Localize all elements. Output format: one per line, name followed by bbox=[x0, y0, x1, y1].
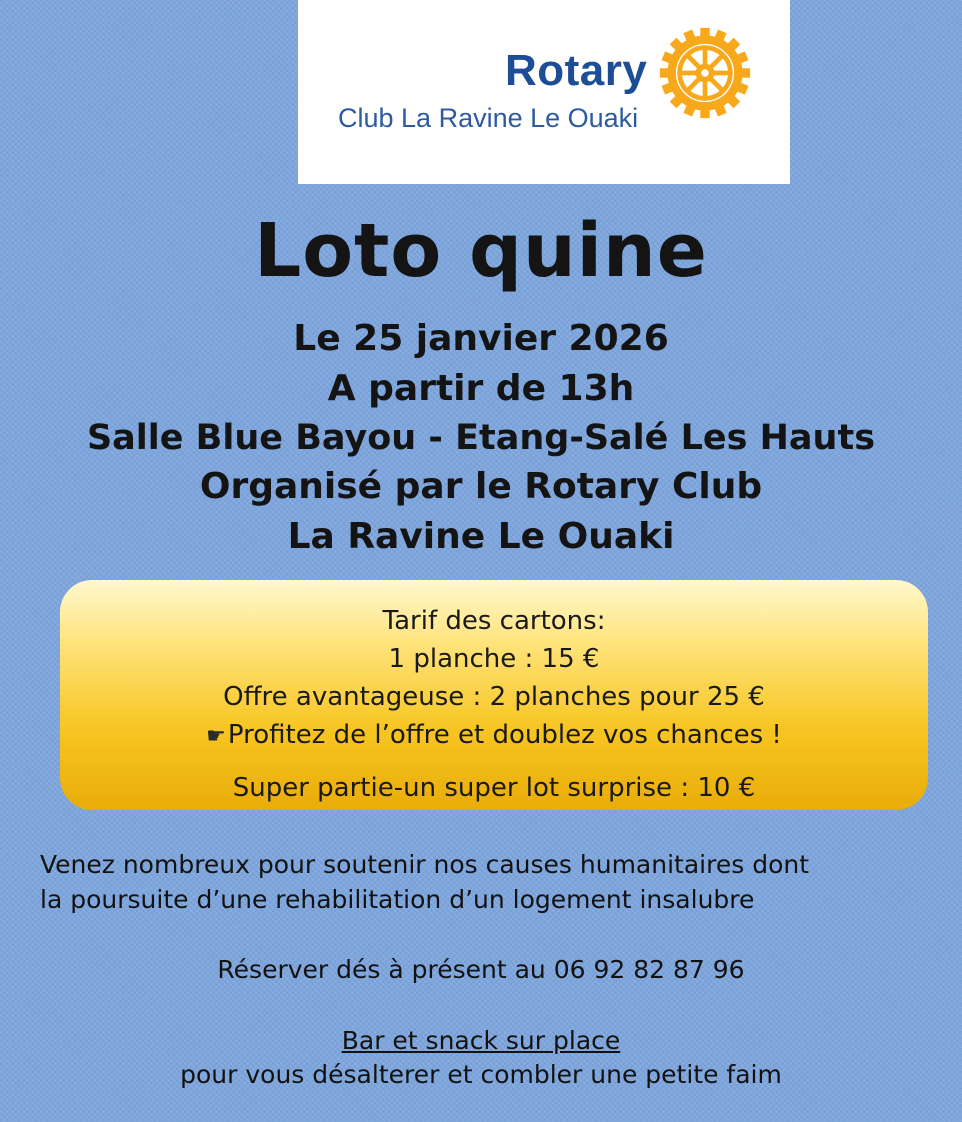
pointing-hand-icon: ☛ bbox=[206, 724, 226, 749]
event-organizer-line1: Organisé par le Rotary Club bbox=[199, 466, 763, 507]
event-venue: Salle Blue Bayou - Etang-Salé Les Hauts bbox=[86, 418, 876, 458]
tarif-promo-line bbox=[60, 720, 928, 750]
reservation-phone: Réserver dés à présent au 06 92 82 87 96 bbox=[217, 955, 745, 984]
event-organizer-line2: La Ravine Le Ouaki bbox=[287, 516, 675, 557]
tarif-price-single: 1 planche : 15 € bbox=[388, 644, 600, 674]
rotary-logo bbox=[298, 0, 790, 184]
tarif-offer: Offre avantageuse : 2 planches pour 25 € bbox=[223, 682, 765, 712]
tarif-super-partie: Super partie-un super lot surprise : 10 € bbox=[232, 773, 756, 803]
event-date: Le 25 janvier 2026 bbox=[293, 318, 669, 359]
message-line2: la poursuite d’une rehabilitation d’un logement insalubre bbox=[40, 885, 755, 914]
bar-snack-title: Bar et snack sur place bbox=[341, 1026, 621, 1055]
logo-club-name: Club La Ravine Le Ouaki bbox=[338, 103, 639, 133]
tarif-heading: Tarif des cartons: bbox=[382, 606, 606, 636]
rotary-wheel-icon bbox=[658, 26, 752, 120]
event-title: Loto quine bbox=[254, 208, 708, 294]
tarif-promo: Profitez de l’offre et doublez vos chances ! bbox=[227, 720, 782, 750]
tarif-panel bbox=[60, 580, 928, 810]
bar-snack-subtitle: pour vous désalterer et combler une petite faim bbox=[180, 1060, 782, 1089]
message-line1: Venez nombreux pour soutenir nos causes humanitaires dont bbox=[40, 850, 810, 879]
logo-rotary-text: Rotary bbox=[505, 46, 648, 95]
event-time: A partir de 13h bbox=[327, 368, 635, 409]
